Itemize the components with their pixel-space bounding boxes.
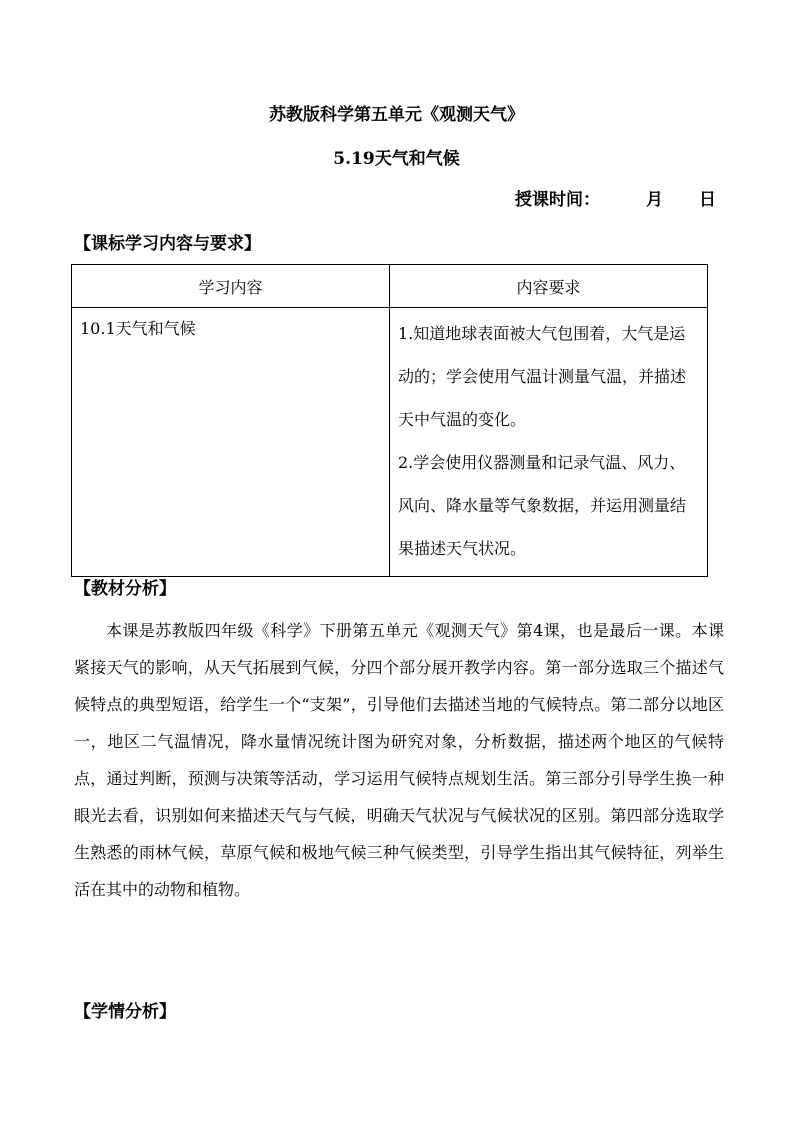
schedule-day: 日 — [699, 190, 716, 210]
schedule-month: 月 — [646, 190, 663, 210]
textbook-analysis-paragraph: 本课是苏教版四年级《科学》下册第五单元《观测天气》第4课，也是最后一课。本课紧接天气的影响，从天气拓展到气候，分四个部分展开教学内容。第一部分选取三个描述气候特点的典型短语，给学生一个“支架”，引导他们去描述当地的气候特点。第二部分以地区一，地区二气温情况，降水量情况统计图为研究对象，分析数据，描述两个地区的气候特点，通过判断，预测与决策等活动，学习运用气候特点规划生活。第三部分引导学生换一种眼光去看，识别如何来描述天气与气候，明确天气状况与气候状况的区别。第四部分选取学生熟悉的雨林气候，草原气候和极地气候三种气候类型，引导学生指出其气候特征，列举生活在其中的动物和植物。 — [74, 621, 724, 899]
table-header-requirements: 内容要求 — [390, 265, 708, 308]
requirement-item-1: 1.知道地球表面被大气包围着，大气是运动的；学会使用气温计测量气温，并描述天中气温的变化。 — [398, 324, 687, 429]
document-title: 苏教版科学第五单元《观测天气》 — [269, 105, 524, 125]
requirement-item-2: 2.学会使用仪器测量和记录气温、风力、风向、降水量等气象数据，并运用测量结果描述天气状况。 — [398, 453, 687, 558]
schedule-label: 授课时间： — [515, 190, 600, 210]
table-cell-content: 10.1天气和气候 — [72, 308, 390, 577]
schedule-line — [515, 188, 716, 212]
standards-table — [71, 264, 708, 577]
table-header-row — [72, 265, 708, 308]
table-cell-requirements — [390, 308, 708, 577]
textbook-analysis-heading: 【教材分析】 — [74, 579, 176, 599]
table-header-content: 学习内容 — [72, 265, 390, 308]
lesson-title: 5.19天气和气候 — [333, 149, 460, 169]
table-row — [72, 308, 708, 577]
standards-heading: 【课标学习内容与要求】 — [74, 234, 261, 254]
student-analysis-heading: 【学情分析】 — [74, 1002, 176, 1022]
